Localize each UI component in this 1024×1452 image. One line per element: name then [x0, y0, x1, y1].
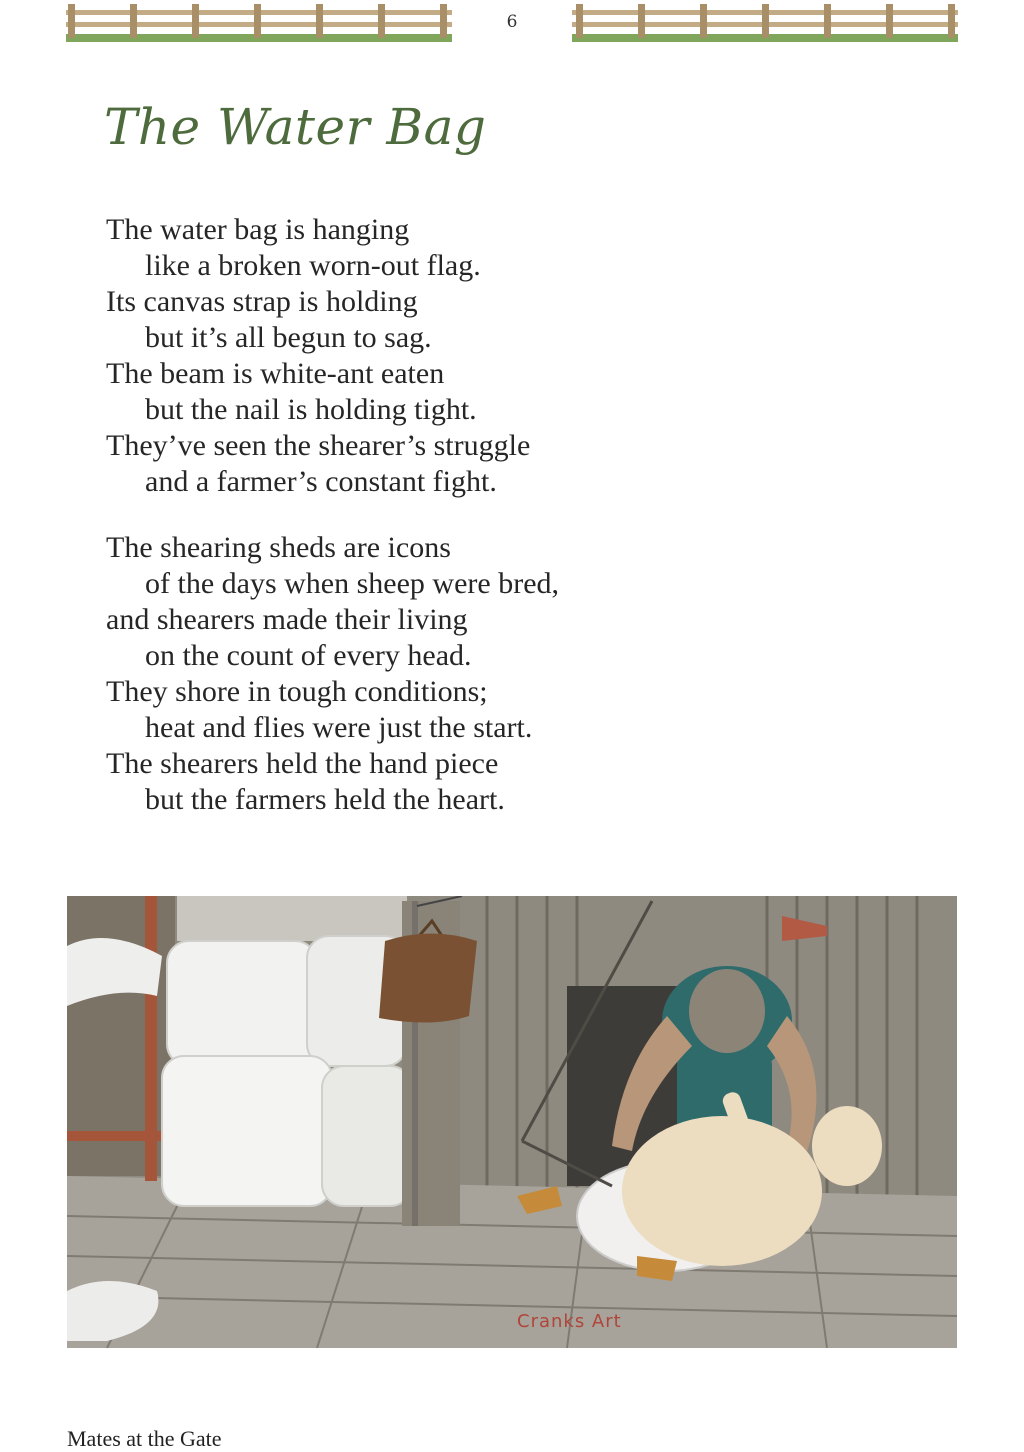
poem-line: and a farmer’s constant fight.	[145, 465, 497, 498]
poem-line: but it’s all begun to sag.	[145, 321, 432, 354]
poem-line: Its canvas strap is holding	[106, 285, 418, 318]
stanza-2	[106, 530, 706, 818]
poem-body	[106, 212, 706, 848]
stanza-1	[106, 212, 706, 500]
artist-signature: Cranks Art	[517, 1311, 622, 1332]
header-fence-right	[572, 4, 958, 42]
poem-line: The shearing sheds are icons	[106, 531, 451, 564]
poem-line: They shore in tough conditions;	[106, 675, 488, 708]
poem-line: The shearers held the hand piece	[106, 747, 499, 780]
poem-title: The Water Bag	[104, 98, 487, 156]
poem-line: The water bag is hanging	[106, 213, 410, 246]
page-number: 6	[506, 12, 518, 32]
poem-line: like a broken worn-out flag.	[145, 249, 481, 282]
poem-line: The beam is white-ant eaten	[106, 357, 445, 390]
poem-line: and shearers made their living	[106, 603, 468, 636]
poem-line: of the days when sheep were bred,	[145, 567, 560, 600]
poem-line: but the nail is holding tight.	[145, 393, 477, 426]
poem-line: but the farmers held the heart.	[145, 783, 505, 816]
shearing-shed-illustration	[67, 896, 957, 1348]
poem-line: They’ve seen the shearer’s struggle	[106, 429, 531, 462]
footer-book-title: Mates at the Gate	[67, 1426, 222, 1451]
poem-line: heat and flies were just the start.	[145, 711, 533, 744]
poem-line: on the count of every head.	[145, 639, 472, 672]
